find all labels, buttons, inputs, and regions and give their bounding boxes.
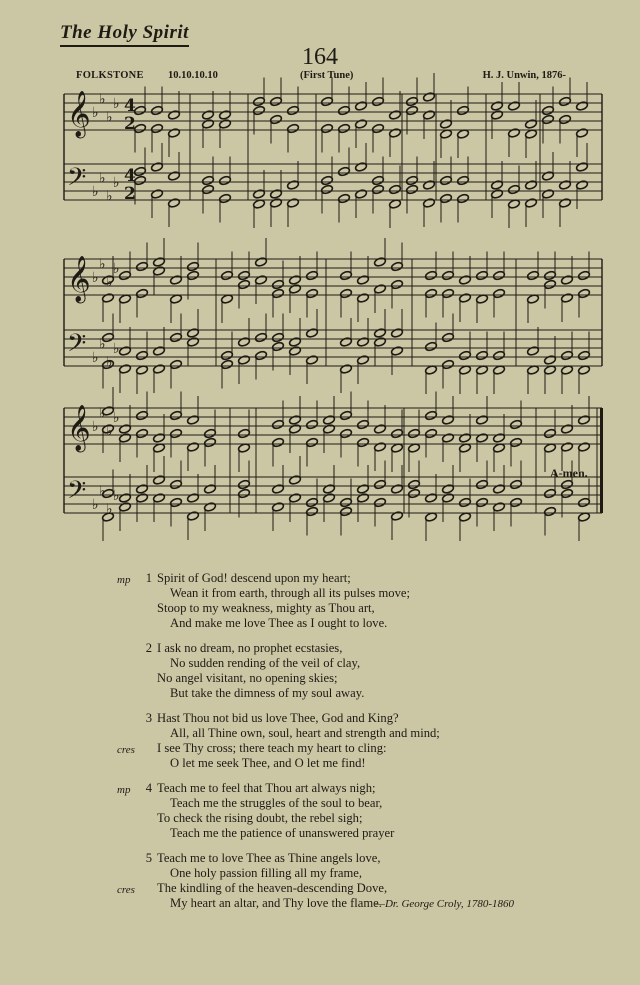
verse-number: 5 (145, 851, 152, 865)
verse-line: Teach me the struggles of the soul to bear, (170, 796, 383, 810)
hymn-number: 164 (302, 44, 338, 70)
amen-text: A-men. (550, 466, 588, 480)
bass-clef: 𝄢 (67, 329, 87, 364)
verse-line: I see Thy cross; there teach my heart to cling: (157, 741, 387, 755)
verses (0, 570, 640, 930)
time-signature: 4 (124, 166, 136, 186)
flat-sign: ♭ (106, 423, 113, 440)
verse-line: I ask no dream, no prophet ecstasies, (157, 641, 343, 655)
flat-sign: ♭ (113, 410, 120, 426)
verse-line: No angel visitant, no opening skies; (157, 671, 338, 685)
flat-sign: ♭ (113, 488, 120, 504)
verse-number: 1 (145, 571, 152, 585)
bass-clef: 𝄢 (67, 476, 87, 511)
verse-line: The kindling of the heaven-descending Dove, (157, 881, 388, 895)
verse-line: Stoop to my weakness, mighty as Thou art, (157, 601, 375, 615)
flat-sign: ♭ (99, 336, 106, 353)
verse-number: 3 (145, 711, 152, 725)
verse-line: My heart an altar, and Thy love the flame. (170, 896, 382, 910)
flat-sign: ♭ (92, 270, 99, 286)
flat-sign: ♭ (99, 405, 106, 422)
flat-sign: ♭ (106, 274, 113, 291)
verse-line: No sudden rending of the veil of clay, (170, 656, 361, 670)
time-signature: 2 (124, 184, 136, 204)
verse-line: Spirit of God! descend upon my heart; (157, 571, 351, 585)
flat-sign: ♭ (92, 105, 99, 121)
flat-sign: ♭ (92, 184, 99, 200)
dynamic-mp: mp (117, 784, 131, 796)
verse-line: O let me seek Thee, and O let me find! (170, 756, 366, 770)
flat-sign: ♭ (99, 483, 106, 500)
verse-line: One holy passion filling all my frame, (170, 866, 363, 880)
flat-sign: ♭ (99, 170, 106, 187)
composer: H. J. Unwin, 1876- (482, 70, 566, 81)
treble-clef: 𝄞 (67, 91, 91, 137)
verse-line: Teach me to love Thee as Thine angels love, (157, 851, 381, 865)
dynamic-mp: mp (117, 574, 131, 586)
flat-sign: ♭ (92, 350, 99, 366)
verse-line: But take the dimness of my soul away. (170, 686, 365, 700)
time-signature: 4 (124, 96, 136, 116)
flat-sign: ♭ (106, 354, 113, 371)
verse-line: Hast Thou not bid us love Thee, God and King? (157, 711, 399, 725)
flat-sign: ♭ (99, 91, 106, 108)
flat-sign: ♭ (92, 497, 99, 513)
time-signature: 2 (124, 114, 136, 134)
flat-sign: ♭ (99, 256, 106, 273)
treble-clef: 𝄞 (67, 405, 91, 451)
dynamic-cres: cres (117, 884, 135, 896)
flat-sign: ♭ (92, 419, 99, 435)
flat-sign: ♭ (113, 96, 120, 112)
verse-number: 2 (145, 641, 152, 655)
treble-clef: 𝄞 (67, 256, 91, 302)
bass-clef: 𝄢 (67, 163, 87, 198)
flat-sign: ♭ (113, 261, 120, 277)
meter: 10.10.10.10 (168, 70, 218, 81)
verse-line: Wean it from earth, through all its pulses move; (170, 586, 410, 600)
final-bar (600, 408, 603, 513)
flat-sign: ♭ (106, 501, 113, 518)
verse-line: To check the rising doubt, the rebel sigh; (157, 811, 363, 825)
dynamic-cres: cres (117, 744, 135, 756)
tune-name: FOLKSTONE (76, 70, 144, 81)
flat-sign: ♭ (113, 341, 120, 357)
section-title: The Holy Spirit (60, 22, 189, 47)
verse-line: And make me love Thee as I ought to love. (170, 616, 388, 630)
attribution: —Dr. George Croly, 1780-1860 (375, 898, 514, 910)
verse-line: All, all Thine own, soul, heart and strength and mind; (170, 726, 440, 740)
verse-number: 4 (145, 781, 152, 795)
flat-sign: ♭ (113, 175, 120, 191)
flat-sign: ♭ (106, 109, 113, 126)
verse-line: Teach me to feel that Thou art always nigh; (157, 781, 376, 795)
flat-sign: ♭ (106, 188, 113, 205)
tune-note: (First Tune) (300, 70, 354, 81)
verse-line: Teach me the patience of unanswered prayer (170, 826, 395, 840)
